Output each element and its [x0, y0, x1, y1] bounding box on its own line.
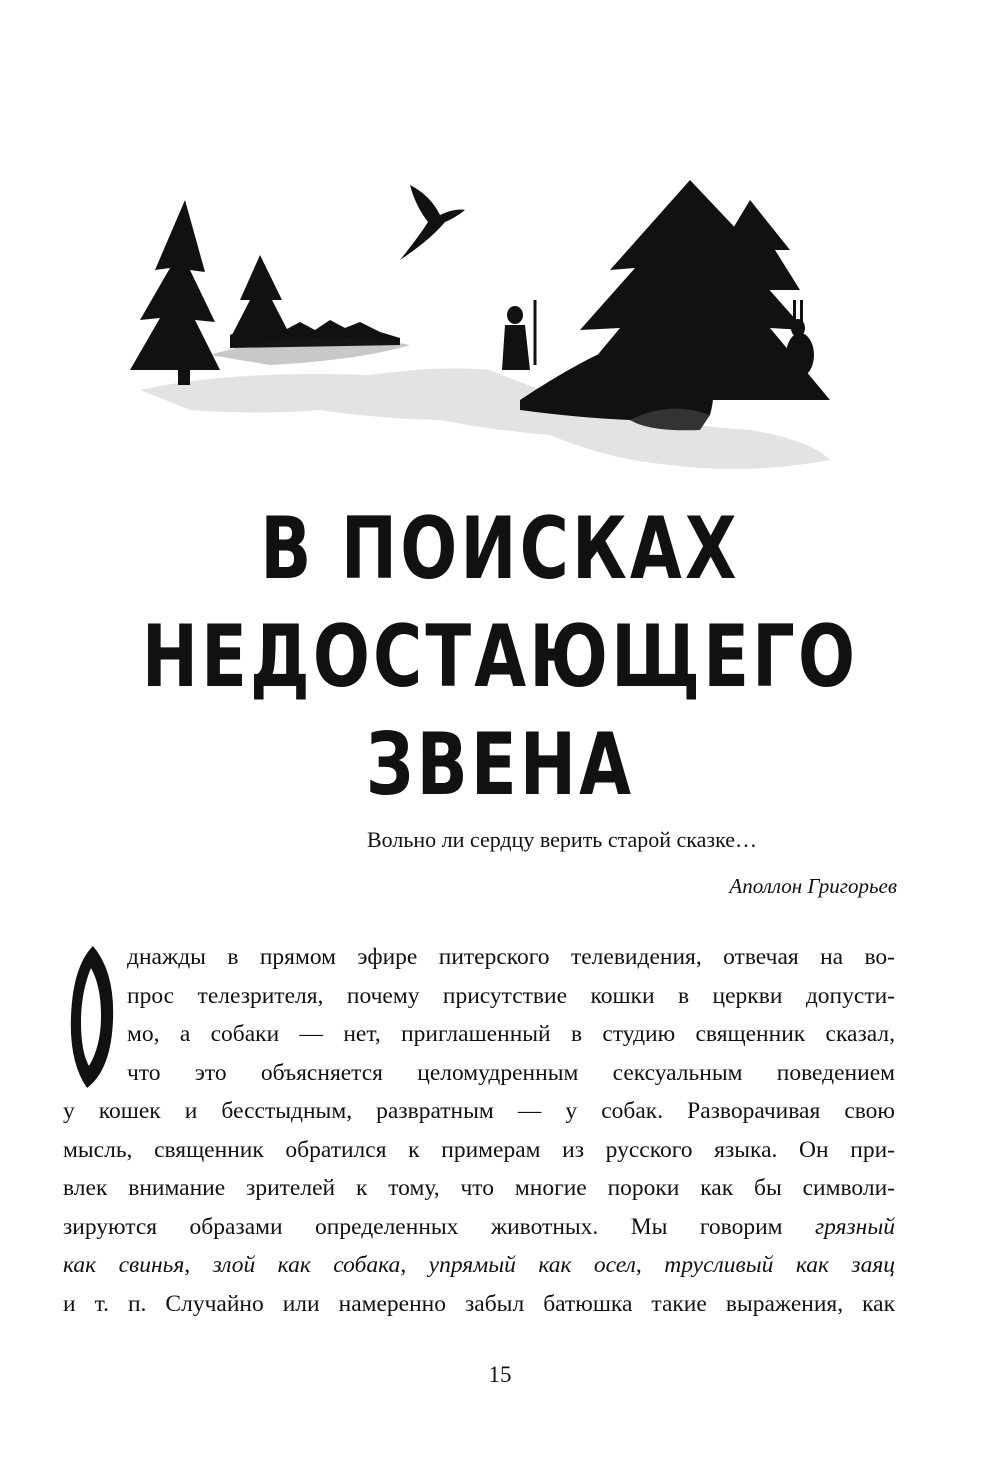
body-line-9 — [63, 1246, 895, 1285]
separator-1: , — [184, 1252, 213, 1278]
body-line-7: влек внимание зрителей к тому, что многие пороки как бы символи- — [63, 1175, 895, 1201]
separator-3: , — [635, 1252, 665, 1278]
chapter-title — [141, 495, 859, 819]
body-line-8-text: зируются образами определенных животных. Мы говорим — [63, 1213, 815, 1240]
italic-phrase-1: грязный — [814, 1213, 895, 1240]
body-line-1: днажды в прямом эфире питерского телевидения, отвечая на во- — [127, 944, 895, 970]
italic-phrase-3: злой как собака — [212, 1252, 401, 1278]
body-line-2: прос телезрителя, почему присутствие кошки в церкви допусти- — [127, 982, 895, 1009]
body-text — [63, 938, 895, 1323]
fir-tree-left — [130, 200, 220, 385]
chapter-title-line-2: НЕДОСТАЮЩЕГО ЗВЕНА — [141, 607, 859, 815]
winter-forest-illustration — [110, 160, 890, 490]
body-line-5: у кошек и бесстыдным, развратным — у собак. Разворачивая свою — [63, 1098, 895, 1124]
body-line-6: мысль, священник обратился к примерам из русского языка. Он при- — [63, 1136, 895, 1163]
italic-phrase-5: трусливый как заяц — [664, 1252, 896, 1278]
drop-cap — [63, 942, 121, 1092]
old-man-figure — [502, 300, 535, 370]
body-line-4: что это объясняется целомудренным сексуальным поведением — [127, 1059, 895, 1086]
body-line-10: и т. п. Случайно или намеренно забыл батюшка такие выражения, как — [63, 1290, 895, 1317]
hare — [786, 300, 814, 377]
epigraph — [257, 820, 897, 906]
italic-phrase-2: как свинья — [63, 1252, 185, 1278]
epigraph-quote: Вольно ли сердцу верить старой сказке… — [367, 827, 758, 852]
body-line-3: мо, а собаки — нет, приглашенный в студию священник сказал, — [127, 1021, 895, 1047]
magpie-bird — [400, 185, 465, 260]
italic-phrase-4: упрямый как осел — [428, 1252, 636, 1278]
page-number: 15 — [488, 1362, 512, 1387]
separator-2: , — [400, 1252, 429, 1278]
epigraph-author: Аполлон Григорьев — [729, 874, 897, 898]
chapter-title-line-1: В ПОИСКАХ — [260, 499, 740, 599]
body-line-8 — [63, 1208, 895, 1247]
